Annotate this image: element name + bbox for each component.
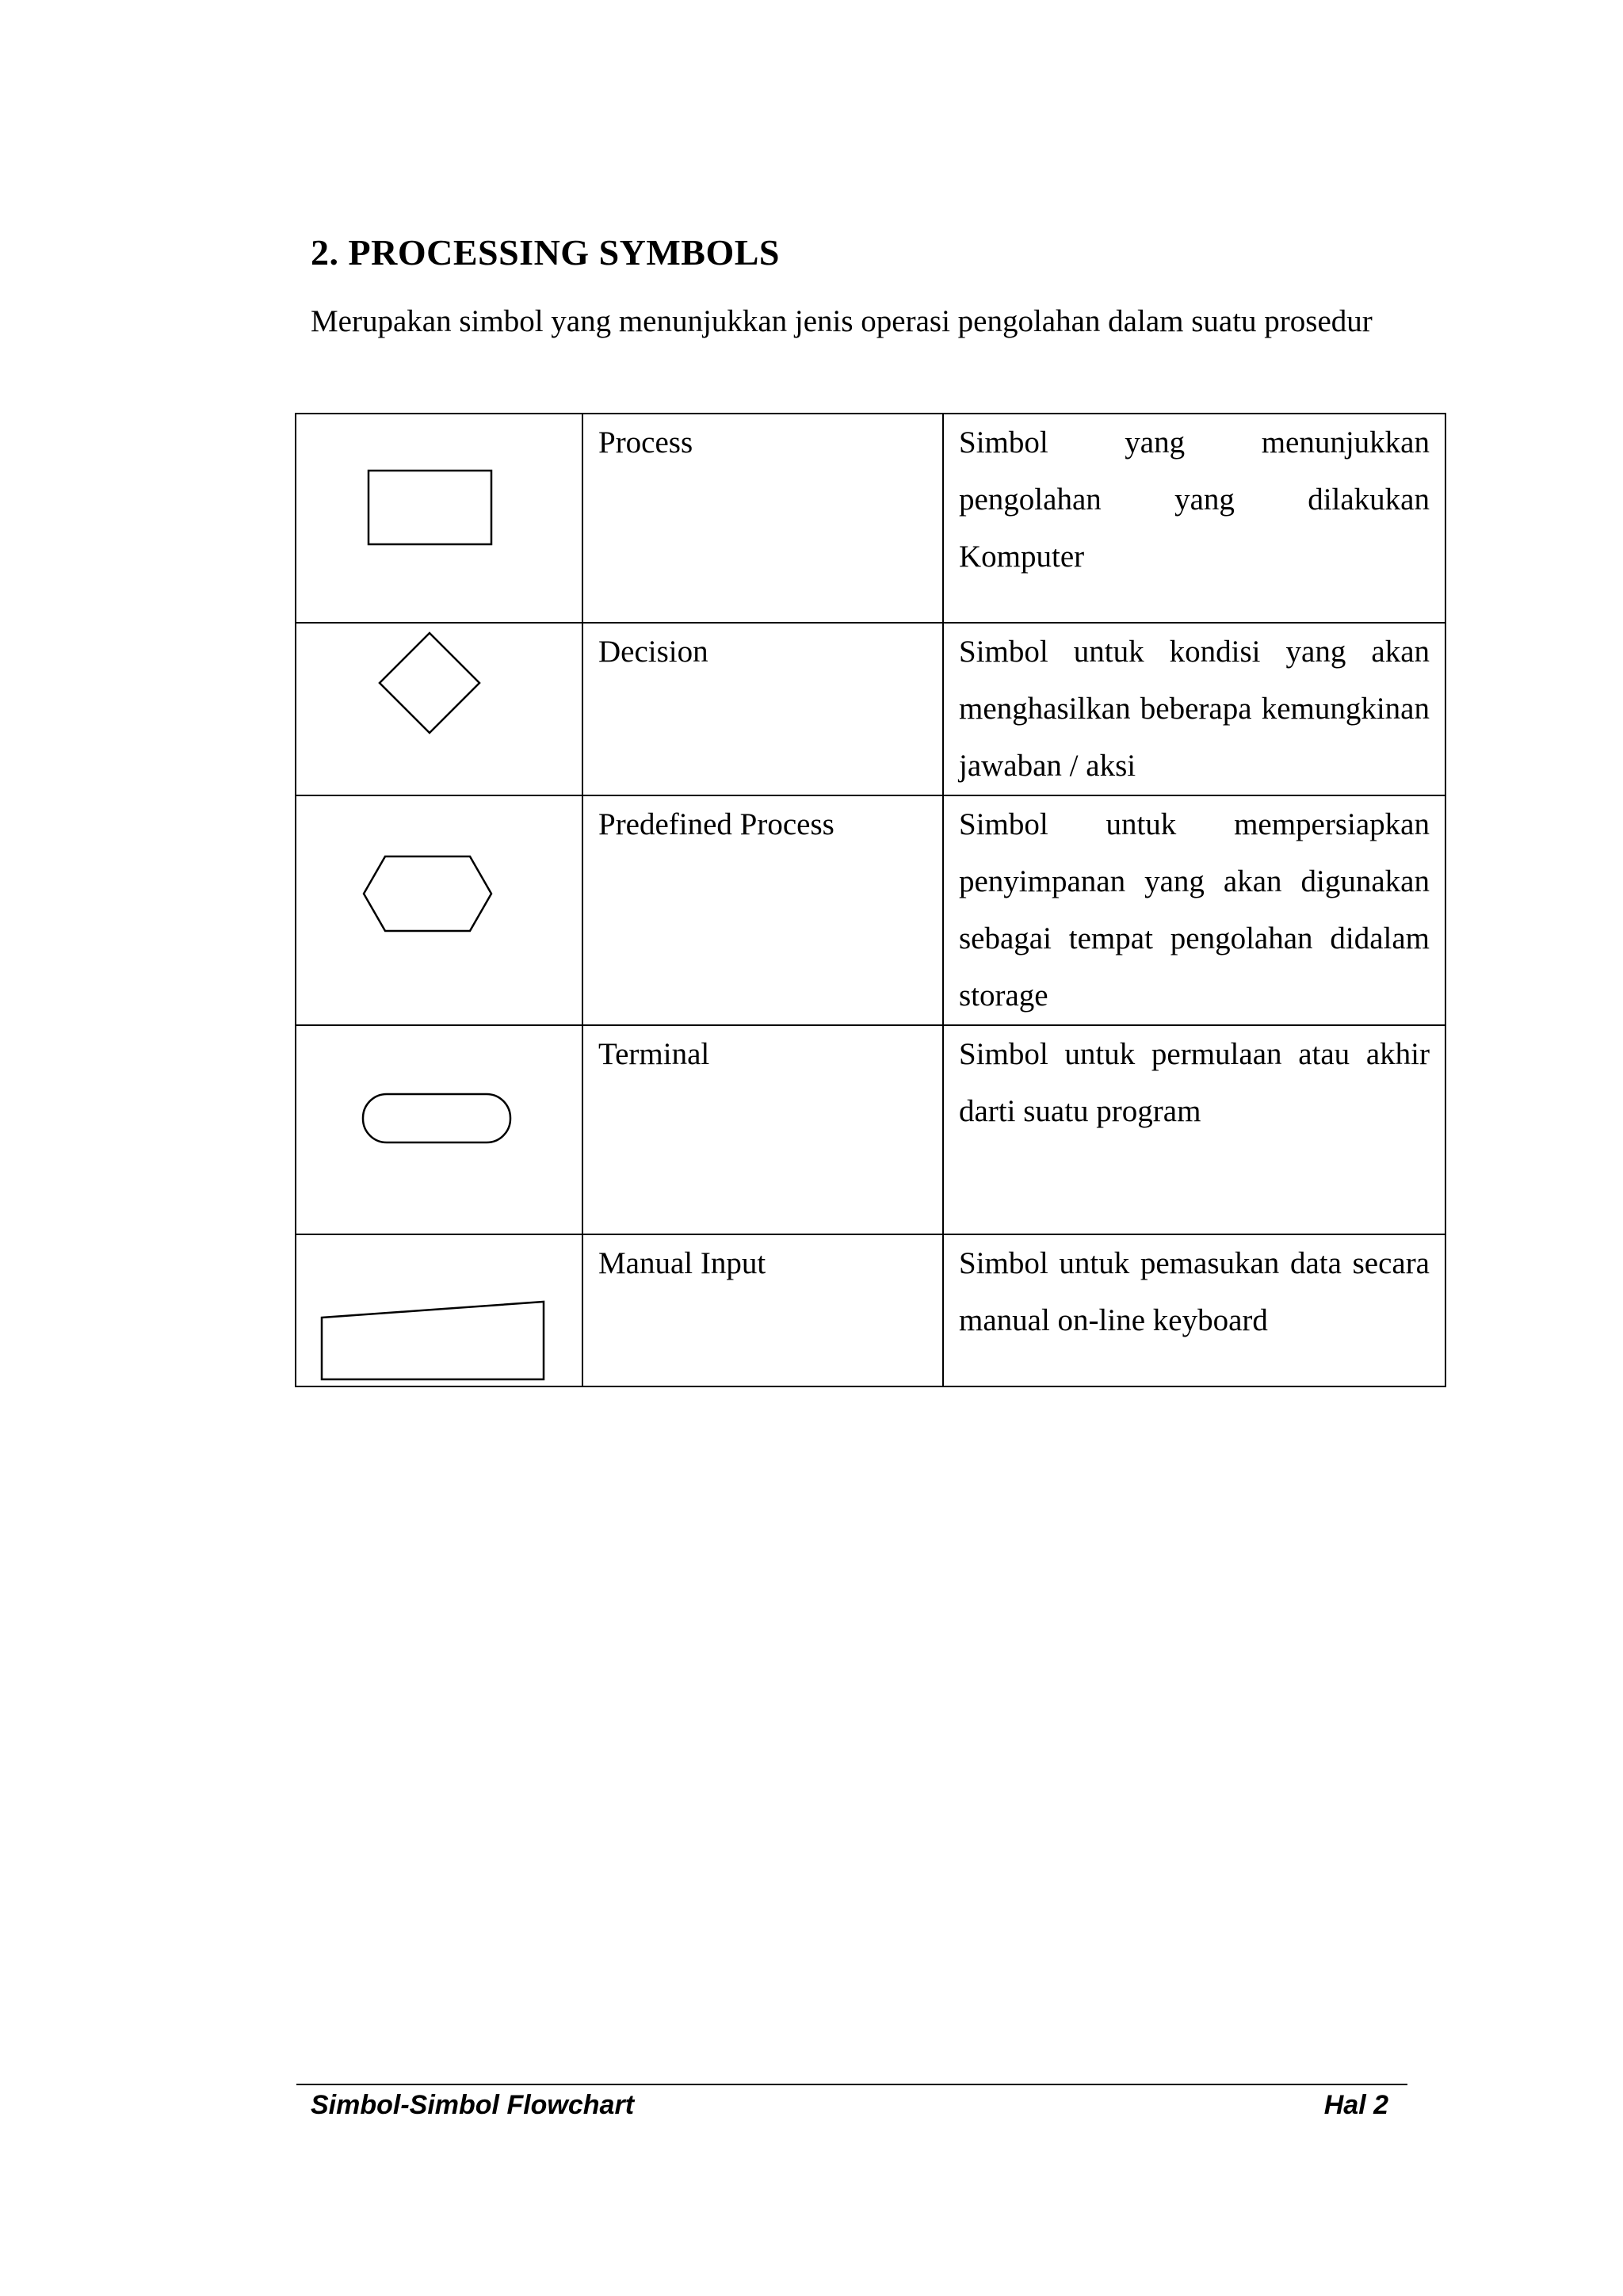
footer-divider xyxy=(296,2084,1407,2085)
symbol-name-cell xyxy=(582,414,943,623)
symbol-name-cell xyxy=(582,1234,943,1386)
symbol-description-cell xyxy=(943,414,1445,623)
decision-diamond-icon xyxy=(296,624,582,774)
predefined-process-hexagon-icon xyxy=(296,796,582,1004)
symbol-description-cell xyxy=(943,795,1445,1025)
table-row xyxy=(296,623,1445,795)
manual-input-trapezoid-icon xyxy=(296,1235,582,1386)
symbol-description-cell xyxy=(943,623,1445,795)
symbol-name-cell xyxy=(582,795,943,1025)
symbol-cell xyxy=(296,1234,582,1386)
table-row xyxy=(296,795,1445,1025)
symbol-description: Simbol untuk permulaan atau akhir darti suatu program xyxy=(959,1037,1430,1128)
table-row xyxy=(296,414,1445,623)
section-heading: 2. PROCESSING SYMBOLS xyxy=(311,232,781,273)
symbol-name: Decision xyxy=(598,635,708,669)
symbols-table xyxy=(295,413,1446,1387)
symbol-description: Simbol untuk kondisi yang akan menghasilkan beberapa kemungkinan jawaban / aksi xyxy=(959,635,1430,783)
process-rectangle-icon xyxy=(296,414,582,622)
section-intro: Merupakan simbol yang menunjukkan jenis operasi pengolahan dalam suatu prosedur xyxy=(311,304,1373,338)
symbol-description: Simbol untuk mempersiapkan penyimpanan yang akan digunakan sebagai tempat pengolahan didalam storage xyxy=(959,807,1430,1013)
symbol-cell xyxy=(296,414,582,623)
symbol-name: Process xyxy=(598,425,693,460)
symbol-description-cell xyxy=(943,1025,1445,1234)
table-row xyxy=(296,1025,1445,1234)
table-row xyxy=(296,1234,1445,1386)
symbol-name-cell xyxy=(582,1025,943,1234)
symbol-cell xyxy=(296,623,582,795)
symbol-description: Simbol untuk pemasukan data secara manual on-line keyboard xyxy=(959,1246,1430,1337)
symbol-name: Terminal xyxy=(598,1037,710,1071)
terminal-rounded-icon xyxy=(296,1026,582,1234)
symbol-description-cell xyxy=(943,1234,1445,1386)
footer-title: Simbol-Simbol Flowchart xyxy=(311,2090,635,2120)
symbol-name: Predefined Process xyxy=(598,807,834,841)
symbol-name: Manual Input xyxy=(598,1246,766,1280)
symbol-name-cell xyxy=(582,623,943,795)
footer-page-number: Hal 2 xyxy=(1323,2090,1388,2120)
symbol-cell xyxy=(296,795,582,1025)
symbol-description: Simbol yang menunjukkan pengolahan yang dilakukan Komputer xyxy=(959,425,1430,574)
symbol-cell xyxy=(296,1025,582,1234)
